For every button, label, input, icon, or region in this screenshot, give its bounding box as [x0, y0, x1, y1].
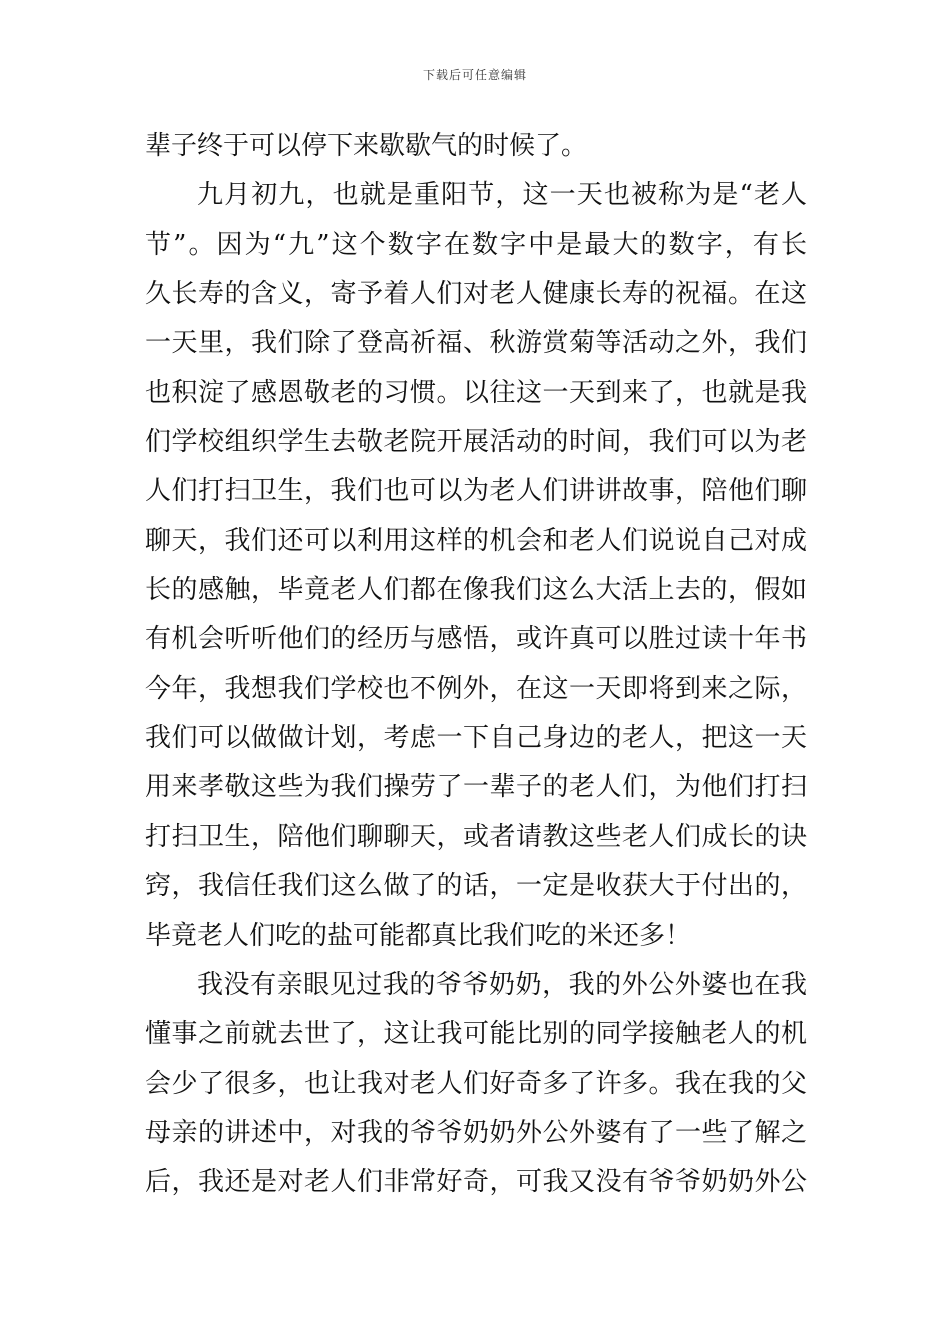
text-line: 母亲的讲述中，对我的爷爷奶奶外公外婆有了一些了解之 [145, 1117, 807, 1148]
text-line: 窍，我信任我们这么做了的话，一定是收获大于付出的， [145, 871, 807, 902]
text-line: 聊天，我们还可以利用这样的机会和老人们说说自己对成 [145, 525, 807, 556]
text-line: 人们打扫卫生，我们也可以为老人们讲讲故事，陪他们聊 [145, 476, 807, 507]
text-line: 也积淀了感恩敬老的习惯。以往这一天到来了，也就是我 [145, 377, 807, 408]
body-text [145, 122, 807, 1208]
text-line: 懂事之前就去世了，这让我可能比别的同学接触老人的机 [145, 1019, 807, 1050]
text-line: 今年，我想我们学校也不例外，在这一天即将到来之际， [145, 673, 807, 704]
page-header: 下载后可任意编辑 [422, 68, 527, 82]
text-line: 会少了很多，也让我对老人们好奇多了许多。我在我的父 [145, 1068, 807, 1099]
text-line: 后，我还是对老人们非常好奇，可我又没有爷爷奶奶外公 [145, 1167, 807, 1198]
text-line: 有机会听听他们的经历与感悟，或许真可以胜过读十年书 [145, 624, 807, 655]
paragraph-start-line: 我没有亲眼见过我的爷爷奶奶，我的外公外婆也在我 [197, 969, 807, 1000]
text-line: 节”。因为“九”这个数字在数字中是最大的数字，有长 [145, 229, 807, 260]
text-line: 们学校组织学生去敬老院开展活动的时间，我们可以为老 [145, 427, 807, 458]
paragraph-start-line: 九月初九，也就是重阳节，这一天也被称为是“老人 [197, 180, 807, 211]
text-line: 毕竟老人们吃的盐可能都真比我们吃的米还多！ [145, 920, 692, 951]
text-line: 用来孝敬这些为我们操劳了一辈子的老人们，为他们打扫 [145, 772, 807, 803]
text-line: 久长寿的含义，寄予着人们对老人健康长寿的祝福。在这 [145, 279, 807, 310]
text-line: 长的感触，毕竟老人们都在像我们这么大活上去的，假如 [145, 575, 807, 606]
text-line: 一天里，我们除了登高祈福、秋游赏菊等活动之外，我们 [145, 328, 807, 359]
text-line: 我们可以做做计划，考虑一下自己身边的老人，把这一天 [145, 723, 807, 754]
text-line: 辈子终于可以停下来歇歇气的时候了。 [145, 131, 588, 161]
text-line: 打扫卫生，陪他们聊聊天，或者请教这些老人们成长的诀 [145, 821, 807, 852]
